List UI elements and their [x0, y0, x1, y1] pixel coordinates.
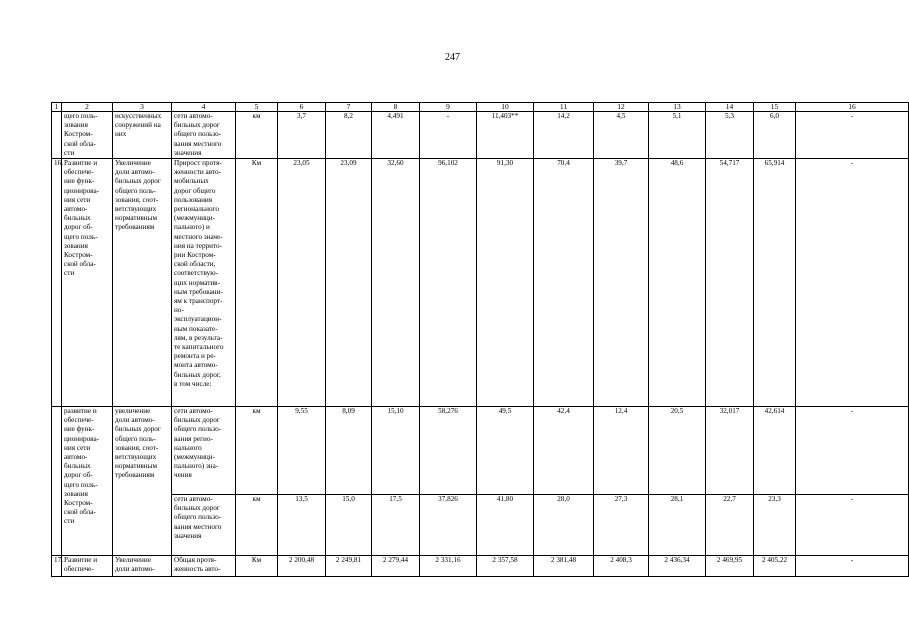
table-row	[52, 407, 909, 495]
header-cell: 16	[796, 103, 909, 112]
value-cell: 32,017	[706, 407, 754, 495]
row-number-cell: 17.	[52, 556, 62, 577]
task-cell: Увеличение доли автомо-	[113, 556, 172, 577]
value-cell: 13,5	[278, 495, 326, 556]
value-cell: 32,60	[372, 159, 420, 407]
note-cell: -	[796, 112, 909, 159]
value-cell: 54,717	[706, 159, 754, 407]
value-cell: 2 408,3	[594, 556, 649, 577]
value-cell: 2 469,95	[706, 556, 754, 577]
task-cell: Увеличение доли автомо- бильных дорог общего поль- зования, соот- ветствующих нормативным требованиям	[113, 159, 172, 407]
value-cell: 9,55	[278, 407, 326, 495]
note-cell: -	[796, 159, 909, 407]
value-cell: 3,7	[278, 112, 326, 159]
header-cell: 10	[477, 103, 534, 112]
value-cell: 6,0	[754, 112, 796, 159]
value-cell: 58,276	[420, 407, 477, 495]
direction-cell: развитие и обеспече- ние функ- ционирова- ния сети автомо- бильных дорог об- щего поль- зования Костром- ской обла- сти	[62, 407, 113, 556]
value-cell: 5,3	[706, 112, 754, 159]
value-cell: 23,05	[278, 159, 326, 407]
indicator-cell: сети автомо- бильных дорог общего пользо- вания местного значения	[172, 112, 236, 159]
value-cell: 5,1	[649, 112, 706, 159]
task-cell: искусственных сооружений на них	[113, 112, 172, 159]
table-header-row	[52, 103, 909, 112]
value-cell: 8,09	[326, 407, 372, 495]
header-cell: 15	[754, 103, 796, 112]
value-cell: 20,5	[649, 407, 706, 495]
table-row	[52, 556, 909, 577]
value-cell: 2 405,22	[754, 556, 796, 577]
unit-cell: км	[236, 495, 278, 556]
header-cell: 12	[594, 103, 649, 112]
value-cell: 23,09	[326, 159, 372, 407]
value-cell: 41,80	[477, 495, 534, 556]
value-cell: 23,3	[754, 495, 796, 556]
value-cell: 4,491	[372, 112, 420, 159]
value-cell: 12,4	[594, 407, 649, 495]
indicator-cell: сети автомо- бильных дорог общего пользо- вания регио- нального (межмуници- пального) зна- чения	[172, 407, 236, 495]
value-cell: 17,5	[372, 495, 420, 556]
value-cell: 2 331,16	[420, 556, 477, 577]
table-row	[52, 159, 909, 407]
value-cell: 39,7	[594, 159, 649, 407]
value-cell: 4,5	[594, 112, 649, 159]
direction-cell: Развитие и обеспече- ние функ- ционирова- ния сети автомо- бильных дорог об- щего поль- зования Костром- ской обла- сти	[62, 159, 113, 407]
value-cell: 15,0	[326, 495, 372, 556]
row-number-cell: 16.	[52, 159, 62, 407]
value-cell: 2 200,48	[278, 556, 326, 577]
direction-cell: Развитие и обеспече-	[62, 556, 113, 577]
value-cell: 96,102	[420, 159, 477, 407]
unit-cell: км	[236, 407, 278, 495]
value-cell: 14,2	[534, 112, 594, 159]
value-cell: 2 279,44	[372, 556, 420, 577]
header-cell: 5	[236, 103, 278, 112]
task-cell: увеличение доли автомо- бильных дорог общего поль- зования, соот- ветствующих нормативным требованиям	[113, 407, 172, 556]
header-cell: 14	[706, 103, 754, 112]
value-cell: 37,826	[420, 495, 477, 556]
direction-cell: щего поль- зования Костром- ской обла- сти	[62, 112, 113, 159]
value-cell: 49,5	[477, 407, 534, 495]
header-cell: 1	[52, 103, 62, 112]
value-cell: 2 249,81	[326, 556, 372, 577]
value-cell: 2 381,48	[534, 556, 594, 577]
value-cell: 8,2	[326, 112, 372, 159]
value-cell: 28,0	[534, 495, 594, 556]
value-cell: 42,614	[754, 407, 796, 495]
value-cell: 2 357,58	[477, 556, 534, 577]
note-cell: -	[796, 556, 909, 577]
value-cell: 48,6	[649, 159, 706, 407]
header-cell: 13	[649, 103, 706, 112]
table-row	[52, 112, 909, 159]
indicator-cell: сети автомо- бильных дорог общего пользо- вания местного значения	[172, 495, 236, 556]
unit-cell: Км	[236, 159, 278, 407]
header-cell: 7	[326, 103, 372, 112]
header-cell: 6	[278, 103, 326, 112]
row-number-cell	[52, 407, 62, 556]
note-cell: -	[796, 495, 909, 556]
value-cell: 22,7	[706, 495, 754, 556]
header-cell: 11	[534, 103, 594, 112]
header-cell: 8	[372, 103, 420, 112]
value-cell: 70,4	[534, 159, 594, 407]
value-cell: 2 436,34	[649, 556, 706, 577]
header-cell: 4	[172, 103, 236, 112]
page-number: 247	[445, 52, 460, 63]
value-cell: 65,914	[754, 159, 796, 407]
data-table	[51, 102, 909, 577]
unit-cell: Км	[236, 556, 278, 577]
value-cell: 15,10	[372, 407, 420, 495]
value-cell: -	[420, 112, 477, 159]
value-cell: 91,30	[477, 159, 534, 407]
unit-cell: км	[236, 112, 278, 159]
header-cell: 9	[420, 103, 477, 112]
value-cell: 11,403**	[477, 112, 534, 159]
indicator-cell: Прирост протя- женности авто- мобильных дорог общего пользования регионального (межмуници- пального) и местного значе- ния на террито- рии Костром- ской области, соответствую- щих норматив- ным требовани- ям к транспорт- но- эксплуатацион- ным показате- лям, в результа- те капитального ремонта и ре- монта автомо- бильных дорог, в том числе:	[172, 159, 236, 407]
value-cell: 28,1	[649, 495, 706, 556]
note-cell: -	[796, 407, 909, 495]
header-cell: 2	[62, 103, 113, 112]
value-cell: 42,4	[534, 407, 594, 495]
row-number-cell	[52, 112, 62, 159]
value-cell: 27,3	[594, 495, 649, 556]
indicator-cell: Общая протя- женность авто-	[172, 556, 236, 577]
header-cell: 3	[113, 103, 172, 112]
table-row	[52, 495, 909, 556]
